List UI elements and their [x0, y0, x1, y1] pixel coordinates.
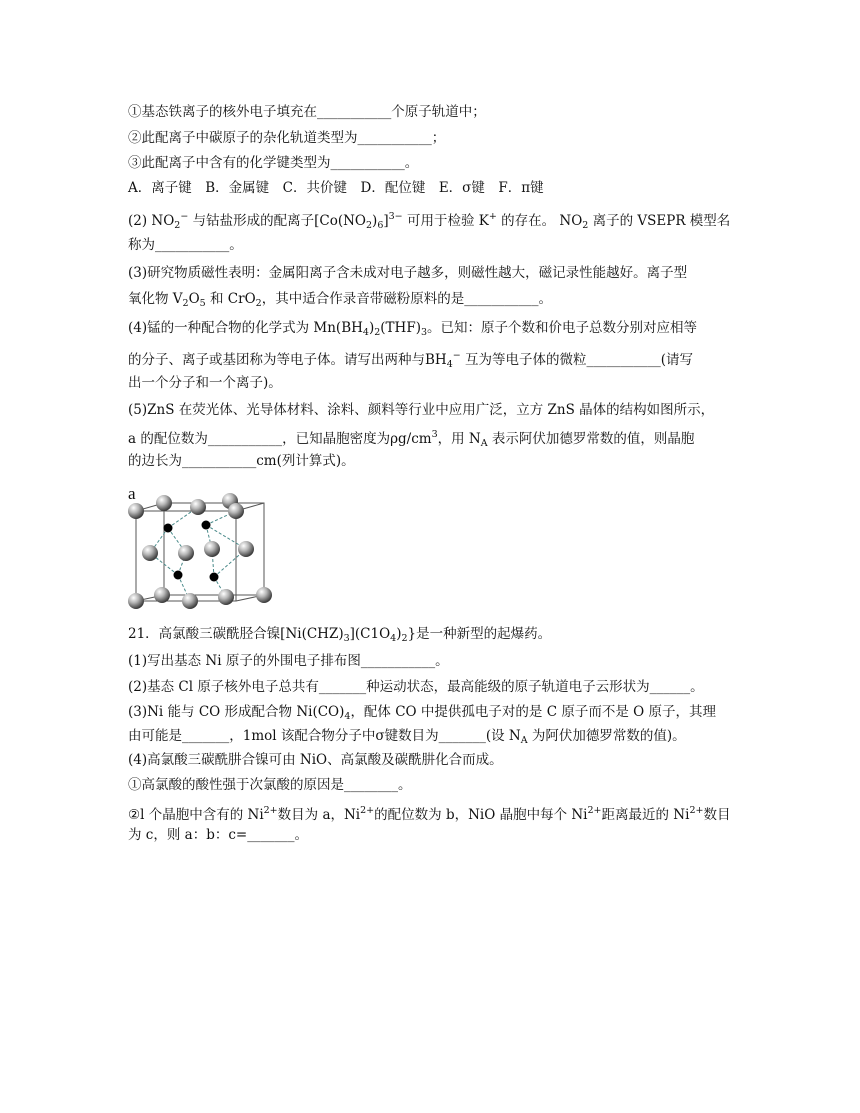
text-line: ③此配离子中含有的化学键类型为___________。	[128, 155, 419, 171]
text-line: ①基态铁离子的核外电子填充在___________个原子轨道中；	[128, 104, 486, 120]
text-line: ①高氯酸的酸性强于次氯酸的原因是________。	[128, 777, 412, 793]
text-line: (3)研究物质磁性表明：金属阳离子含未成对电子越多，则磁性越大，磁记录性能越好。离子型	[128, 265, 688, 281]
text-line: (5)ZnS 在荧光体、光导体材料、涂料、颜料等行业中应用广泛，立方 ZnS 晶体的结构如图所示，	[128, 402, 715, 418]
question-21-4-2-line: ②l 个晶胞中含有的 $Ni^{2+}$数目为 a，$Ni^{2+}$的配位数为 b，NiO 晶胞中每个 $Ni^{2+}$距离最近的 $Ni^{2+}$数目	[128, 805, 731, 823]
question-21-line: 21．高氯酸三碳酰胫合镍$[Ni(CHZ)_3](C1O_4)_2$}是一种新型的起爆药。	[128, 626, 552, 644]
text-line: (2)基态 Cl 原子核外电子总共有_______种运动状态，最高能级的原子轨道电子云形状为______。	[128, 679, 704, 695]
text-line: 出一个分子和一个离子)。	[128, 375, 282, 391]
question-5-density-line: a 的配位数为___________，已知晶胞密度为$\rho g/cm^3$，用 $N_A$ 表示阿伏加德罗常数的值，则晶胞	[128, 429, 695, 449]
text-line: A．离子键 B．金属键 C．共价键 D．配位键 E．σ键 F．π键	[128, 180, 544, 196]
text-line: 称为___________。	[128, 237, 243, 253]
question-21-3-line: (3)Ni 能与 CO 形成配合物 $Ni(CO)_4$，配体 CO 中提供孤电子对的是 C 原子而不是 O 原子，其理	[128, 704, 716, 722]
figure-label: a	[128, 484, 136, 503]
question-2-line: (2) $NO_2^-$ 与钴盐形成的配离子$[Co(NO_2)_6]^{3-}$ 可用于检验 K+ 的存在。 $NO_2$ 离子的 VSEPR 模型名	[128, 211, 731, 231]
isoelectronic-line: 的分子、离子或基团称为等电子体。请写出两种与$BH_4^-$ 互为等电子体的微粒___________(请写	[128, 350, 694, 370]
text-line: ②此配离子中碳原子的杂化轨道类型为___________；	[128, 130, 446, 146]
text-line: (4)高氯酸三碳酰肼合镍可由 NiO、高氯酸及碳酰肼化合而成。	[128, 752, 503, 768]
text-line: 为 c，则 a：b：c=_______。	[128, 827, 308, 843]
zns-crystal-figure	[126, 483, 274, 617]
question-3-oxide-line: 氧化物 $V_2O_5$ 和 CrO$_2$，其中适合作录音带磁粉原料的是___________。	[128, 291, 552, 309]
question-4-line: (4)锰的一种配合物的化学式为 $Mn(BH_4)_2(THF)_3$。已知：原子个数和价电子总数分别对应相等	[128, 320, 698, 338]
text-line: (1)写出基态 Ni 原子的外围电子排布图___________。	[128, 653, 449, 669]
question-21-3-cont-line: 由可能是_______，1mol 该配合物分子中σ键数目为_______(设 $N_A$ 为阿伏加德罗常数的值)。	[128, 728, 686, 746]
text-line: 的边长为___________cm(列计算式)。	[128, 453, 355, 469]
